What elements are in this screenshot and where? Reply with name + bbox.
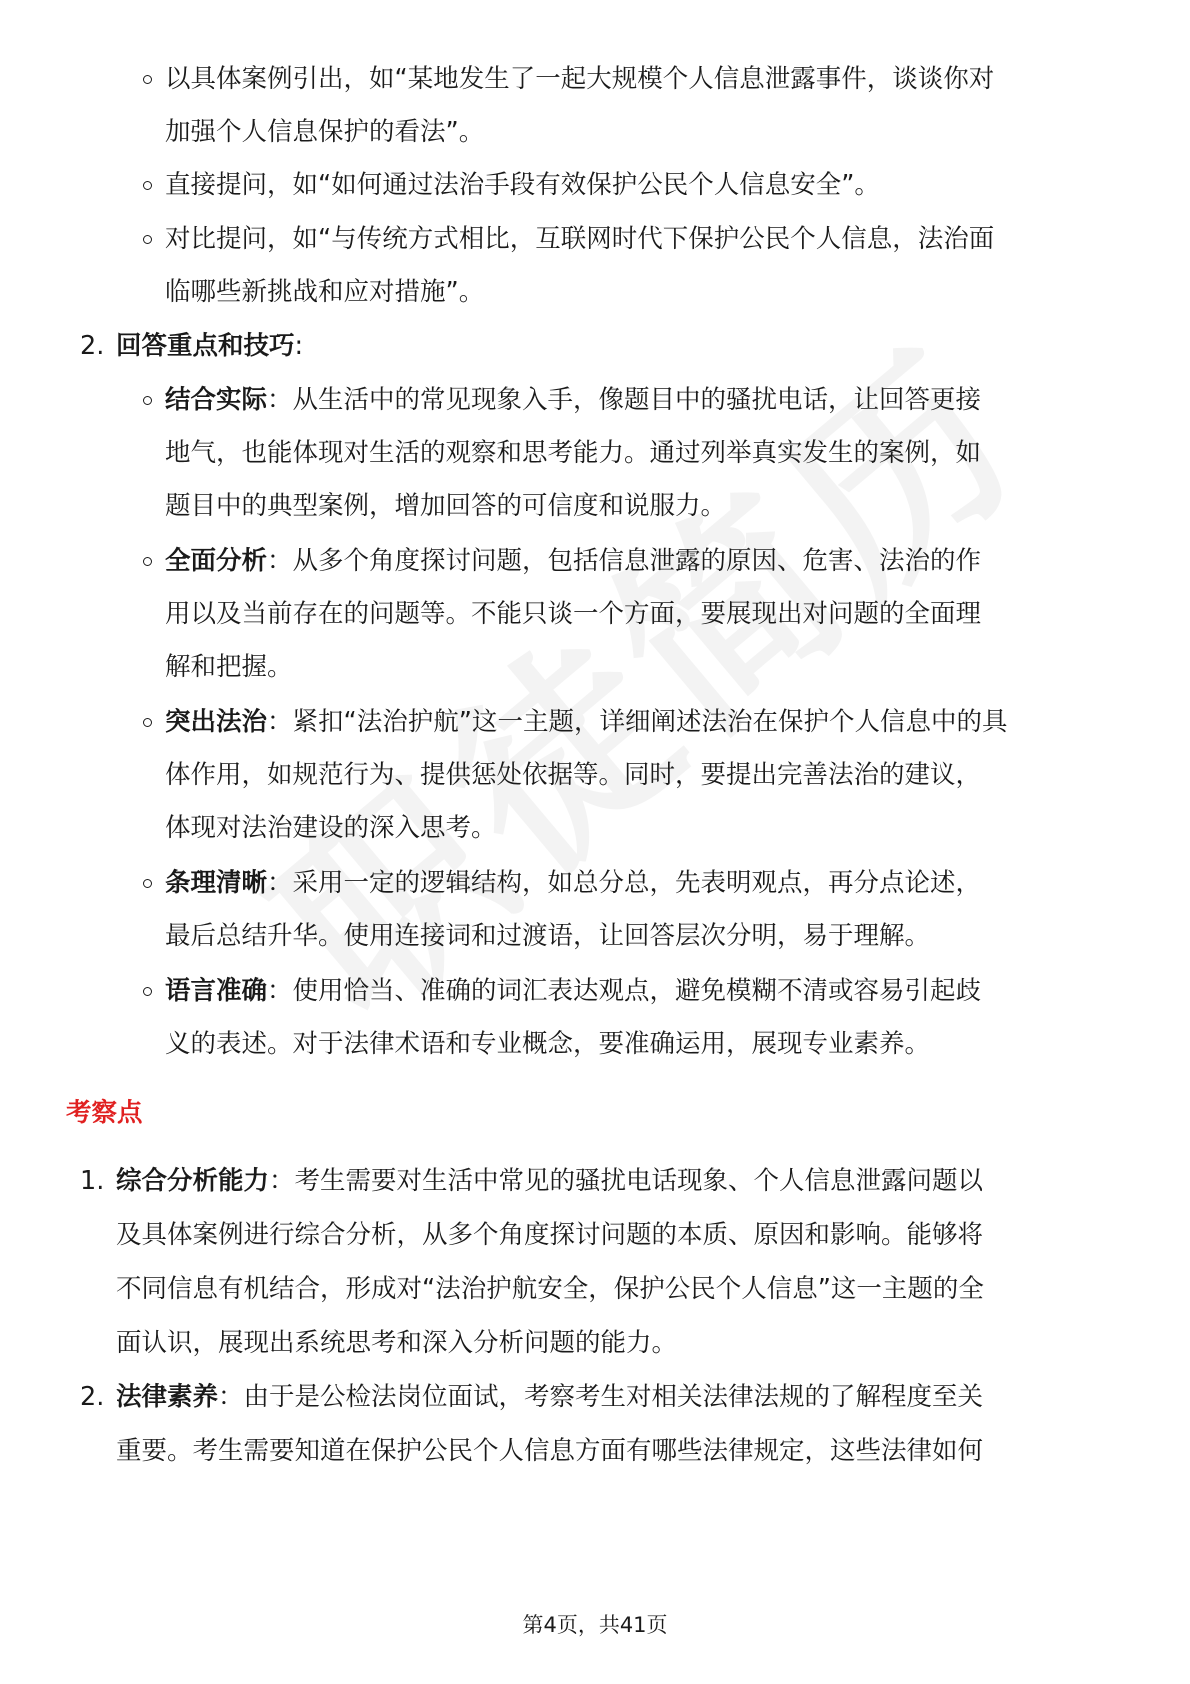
exam-point-1-line-2: 及具体案例进行综合分析，从多个角度探讨问题的本质、原因和影响。能够将 <box>116 1220 984 1250</box>
tip-5-label: 语言准确 <box>165 976 268 1006</box>
tip-2-label: 全面分析 <box>165 546 268 576</box>
tip-2-line-2: 用以及当前存在的问题等。不能只谈一个方面，要展现出对问题的全面理 <box>165 599 982 629</box>
tip-1-line-3: 题目中的典型案例，增加回答的可信度和说服力。 <box>165 491 727 521</box>
exam-point-2-number: 2. <box>80 1382 105 1412</box>
tip-2-text: ：从多个角度探讨问题，包括信息泄露的原因、危害、法治的作 <box>267 546 982 576</box>
bullet-icon <box>143 987 152 996</box>
section-2-colon: : <box>294 331 304 361</box>
tip-3-line-1 <box>165 707 1007 737</box>
tip-2-line-1 <box>165 546 981 576</box>
exam-points-heading: 考察点 <box>66 1098 143 1128</box>
ask-method-2-line-1: 直接提问，如“如何通过法治手段有效保护公民个人信息安全”。 <box>165 170 880 200</box>
tip-3-label: 突出法治 <box>165 707 268 737</box>
tip-4-line-1 <box>165 868 981 898</box>
bullet-icon <box>143 75 152 84</box>
bullet-icon <box>143 181 152 190</box>
bullet-icon <box>143 879 152 888</box>
tip-5-line-1 <box>165 976 981 1006</box>
exam-point-1-number: 1. <box>80 1166 105 1196</box>
exam-point-1-line-4: 面认识，展现出系统思考和深入分析问题的能力。 <box>116 1328 678 1358</box>
exam-point-1-label: 综合分析能力 <box>116 1166 270 1196</box>
exam-point-2-line-2: 重要。考生需要知道在保护公民个人信息方面有哪些法律规定，这些法律如何 <box>116 1436 984 1466</box>
ask-method-3-line-2: 临哪些新挑战和应对措施”。 <box>165 277 485 307</box>
tip-1-line-1 <box>165 385 981 415</box>
tip-1-label: 结合实际 <box>165 385 268 415</box>
section-2-title-text: 回答重点和技巧 <box>116 331 295 361</box>
tip-1-text: ：从生活中的常见现象入手，像题目中的骚扰电话，让回答更接 <box>267 385 982 415</box>
tip-1-line-2: 地气，也能体现对生活的观察和思考能力。通过列举真实发生的案例，如 <box>165 438 982 468</box>
ask-method-3-line-1: 对比提问，如“与传统方式相比，互联网时代下保护公民个人信息，法治面 <box>165 224 995 254</box>
tip-3-text: ：紧扣“法治护航”这一主题，详细阐述法治在保护个人信息中的具 <box>267 707 1008 737</box>
bullet-icon <box>143 235 152 244</box>
exam-point-2-label: 法律素养 <box>116 1382 219 1412</box>
exam-point-2-text: ：由于是公检法岗位面试，考察考生对相关法律法规的了解程度至关 <box>218 1382 984 1412</box>
page-number-footer: 第4页，共41页 <box>522 1613 668 1637</box>
tip-5-text: ：使用恰当、准确的词汇表达观点，避免模糊不清或容易引起歧 <box>267 976 982 1006</box>
tip-4-line-2: 最后总结升华。使用连接词和过渡语，让回答层次分明，易于理解。 <box>165 921 931 951</box>
tip-2-line-3: 解和把握。 <box>165 652 293 682</box>
bullet-icon <box>143 396 152 405</box>
tip-5-line-2: 义的表述。对于法律术语和专业概念，要准确运用，展现专业素养。 <box>165 1029 931 1059</box>
exam-point-1-line-3: 不同信息有机结合，形成对“法治护航安全，保护公民个人信息”这一主题的全 <box>116 1274 984 1304</box>
section-2-number: 2. <box>80 331 105 361</box>
ask-method-1-line-2: 加强个人信息保护的看法”。 <box>165 117 485 147</box>
tip-3-line-2: 体作用，如规范行为、提供惩处依据等。同时，要提出完善法治的建议， <box>165 760 982 790</box>
ask-method-1-line-1: 以具体案例引出，如“某地发生了一起大规模个人信息泄露事件，谈谈你对 <box>165 64 995 94</box>
tip-3-line-3: 体现对法治建设的深入思考。 <box>165 813 497 843</box>
tip-4-text: ：采用一定的逻辑结构，如总分总，先表明观点，再分点论述， <box>267 868 982 898</box>
exam-point-2-line-1 <box>116 1382 983 1412</box>
exam-point-1-text: ：考生需要对生活中常见的骚扰电话现象、个人信息泄露问题以 <box>269 1166 984 1196</box>
exam-point-1-line-1 <box>116 1166 983 1196</box>
tip-4-label: 条理清晰 <box>165 868 268 898</box>
section-2-title <box>116 331 303 361</box>
bullet-icon <box>143 557 152 566</box>
bullet-icon <box>143 718 152 727</box>
